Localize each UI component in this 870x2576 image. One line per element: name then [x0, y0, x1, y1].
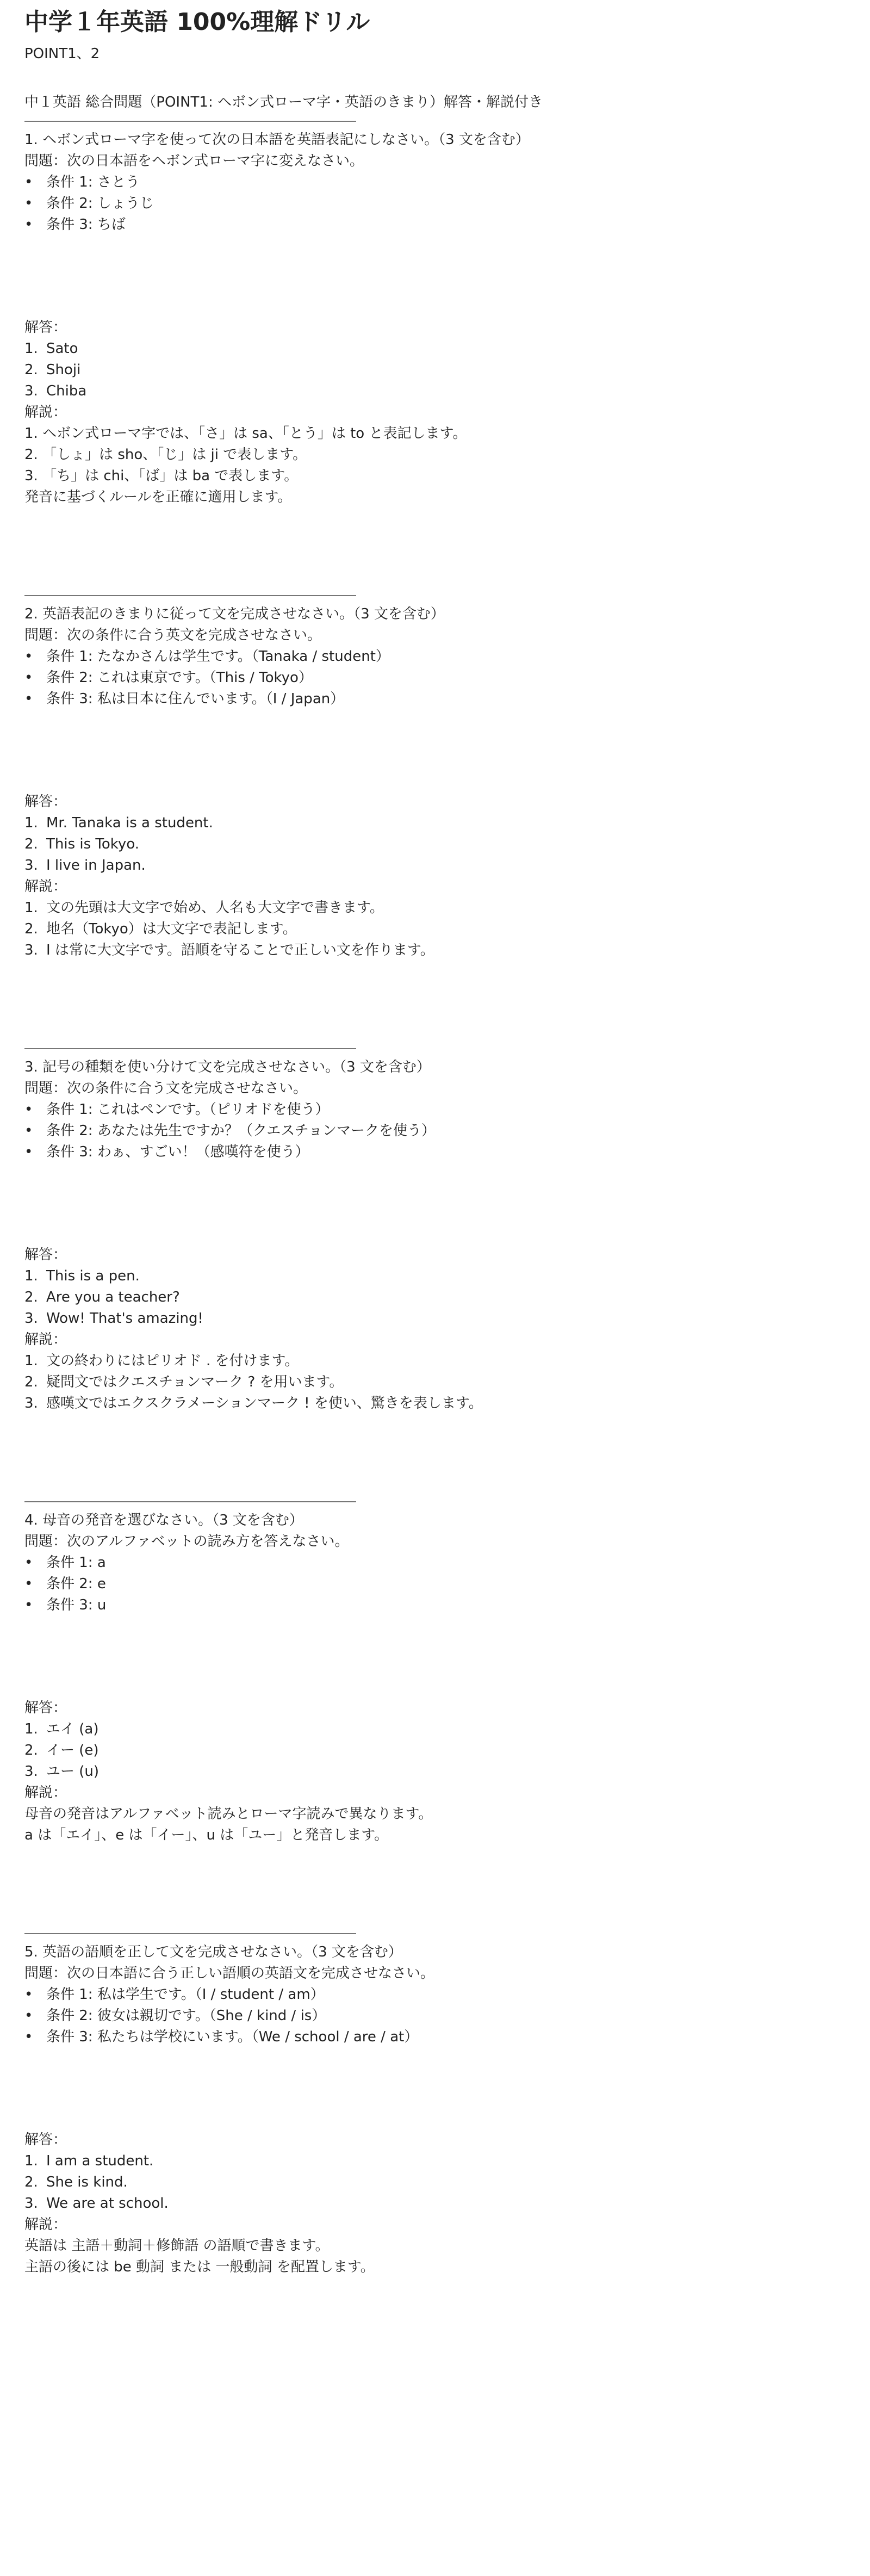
answer-item: 1. This is a pen.: [24, 1268, 140, 1284]
answer-label: 解答：: [24, 319, 67, 336]
explanation-line: 英語は 主語＋動詞＋修飾語 の語順で書きます。: [24, 2238, 330, 2254]
condition-item: • 条件 3: 私は日本に住んでいます。（I / Japan）: [24, 689, 846, 710]
question-section-2: [24, 595, 846, 1048]
condition-list: [24, 1099, 846, 1163]
condition-list: [24, 1984, 846, 2048]
condition-item: • 条件 3: わぁ、すごい！（感嘆符を使う）: [24, 1142, 846, 1163]
condition-item: • 条件 1: たなかさんは学生です。（Tanaka / student）: [24, 646, 846, 667]
answer-label: 解答：: [24, 1247, 67, 1263]
answer-item: 1. エイ (a): [24, 1721, 99, 1737]
answer-list: [24, 2151, 846, 2214]
section-divider: [24, 121, 356, 122]
answer-item: 2. She is kind.: [24, 2174, 128, 2190]
condition-list: [24, 646, 846, 710]
explanation-item: 2. 疑問文ではクエスチョンマーク ? を用います。: [24, 1374, 344, 1390]
condition-list: [24, 1552, 846, 1616]
question-prompt: 問題：次のアルファベットの読み方を答えなさい。: [24, 1533, 349, 1550]
question-section-1: [24, 121, 846, 595]
explanation-line: 2. 「しょ」は sho、「じ」は ji で表します。: [24, 447, 307, 463]
section-divider: [24, 1501, 356, 1502]
condition-item: • 条件 3: ちば: [24, 214, 846, 236]
explanation-item: 3. 感嘆文ではエクスクラメーションマーク ! を使い、驚きを表します。: [24, 1395, 483, 1411]
condition-item: • 条件 3: u: [24, 1595, 846, 1616]
answer-list: [24, 813, 846, 876]
explanation-line: 母音の発音はアルファベット読みとローマ字読みで異なります。: [24, 1806, 433, 1822]
question-section-3: [24, 1048, 846, 1501]
explanation-list: [24, 897, 846, 961]
explanation-line: 3. 「ち」は chi、「ば」は ba で表します。: [24, 468, 299, 484]
answer-list: [24, 1719, 846, 1782]
question-prompt: 問題：次の日本語に合う正しい語順の英語文を完成させなさい。: [24, 1965, 435, 1981]
answer-item: 3. I live in Japan.: [24, 857, 146, 874]
answer-item: 2. イー (e): [24, 1742, 99, 1758]
question-title: 5. 英語の語順を正して文を完成させなさい。（3 文を含む）: [24, 1944, 402, 1960]
answer-item: 2. This is Tokyo.: [24, 836, 140, 852]
answer-item: 3. Chiba: [24, 383, 87, 399]
answer-item: 1. Sato: [24, 340, 78, 357]
question-section-5: [24, 1933, 846, 2278]
explanation-item: 2. 地名（Tokyo）は大文字で表記します。: [24, 921, 297, 937]
answer-item: 2. Are you a teacher?: [24, 1289, 180, 1305]
answer-item: 3. ユー (u): [24, 1763, 100, 1780]
condition-item: • 条件 2: これは東京です。（This / Tokyo）: [24, 667, 846, 689]
answer-label: 解答：: [24, 1700, 67, 1716]
explanation-label: 解説：: [24, 878, 67, 895]
section-divider: [24, 595, 356, 596]
question-title: 4. 母音の発音を選びなさい。（3 文を含む）: [24, 1512, 303, 1528]
question-title: 1. ヘボン式ローマ字を使って次の日本語を英語表記にしなさい。（3 文を含む）: [24, 132, 530, 148]
question-prompt: 問題：次の日本語をヘボン式ローマ字に変えなさい。: [24, 153, 364, 169]
condition-item: • 条件 1: これはペンです。（ピリオドを使う）: [24, 1099, 846, 1120]
answer-label: 解答：: [24, 794, 67, 810]
document-heading: 中１英語 総合問題（POINT1: ヘボン式ローマ字・英語のきまり）解答・解説付き: [24, 94, 543, 110]
section-divider: [24, 1933, 356, 1934]
condition-item: • 条件 1: さとう: [24, 172, 846, 193]
explanation-list: [24, 1351, 846, 1414]
explanation-line: 主語の後には be 動詞 または 一般動詞 を配置します。: [24, 2259, 375, 2275]
answer-item: 3. Wow! That's amazing!: [24, 1310, 203, 1327]
condition-item: • 条件 2: あなたは先生ですか？（クエスチョンマークを使う）: [24, 1120, 846, 1142]
explanation-line: 発音に基づくルールを正確に適用します。: [24, 489, 292, 505]
explanation-label: 解説：: [24, 1785, 67, 1801]
question-section-4: [24, 1501, 846, 1933]
question-prompt: 問題：次の条件に合う英文を完成させなさい。: [24, 627, 322, 643]
explanation-line: a は「エイ」、e は「イー」、u は「ユー」と発音します。: [24, 1827, 389, 1843]
answer-item: 2. Shoji: [24, 362, 81, 378]
question-prompt: 問題：次の条件に合う文を完成させなさい。: [24, 1080, 308, 1097]
explanation-item: 1. 文の終わりにはピリオド . を付けます。: [24, 1353, 299, 1369]
explanation-line: 1. ヘボン式ローマ字では、「さ」は sa、「とう」は to と表記します。: [24, 425, 467, 442]
condition-item: • 条件 1: a: [24, 1552, 846, 1574]
explanation-label: 解説：: [24, 1332, 67, 1348]
explanation-item: 1. 文の先頭は大文字で始め、人名も大文字で書きます。: [24, 900, 384, 916]
condition-item: • 条件 1: 私は学生です。（I / student / am）: [24, 1984, 846, 2005]
condition-item: • 条件 3: 私たちは学校にいます。（We / school / are / at）: [24, 2027, 846, 2048]
explanation-item: 3. I は常に大文字です。語順を守ることで正しい文を作ります。: [24, 942, 434, 958]
answer-label: 解答：: [24, 2132, 67, 2148]
answer-list: [24, 338, 846, 402]
explanation-label: 解説：: [24, 404, 67, 420]
section-divider: [24, 1048, 356, 1049]
condition-item: • 条件 2: 彼女は親切です。（She / kind / is）: [24, 2005, 846, 2027]
question-title: 3. 記号の種類を使い分けて文を完成させなさい。（3 文を含む）: [24, 1059, 431, 1075]
page-title: 中学１年英語 100%理解ドリル: [24, 8, 370, 36]
condition-item: • 条件 2: しょうじ: [24, 193, 846, 214]
answer-list: [24, 1266, 846, 1329]
answer-item: 3. We are at school.: [24, 2195, 169, 2212]
question-title: 2. 英語表記のきまりに従って文を完成させなさい。（3 文を含む）: [24, 606, 445, 622]
answer-item: 1. Mr. Tanaka is a student.: [24, 815, 213, 831]
condition-list: [24, 172, 846, 236]
condition-item: • 条件 2: e: [24, 1574, 846, 1595]
answer-item: 1. I am a student.: [24, 2153, 154, 2169]
page-subtitle: POINT1、2: [24, 46, 100, 62]
explanation-label: 解説：: [24, 2216, 67, 2233]
